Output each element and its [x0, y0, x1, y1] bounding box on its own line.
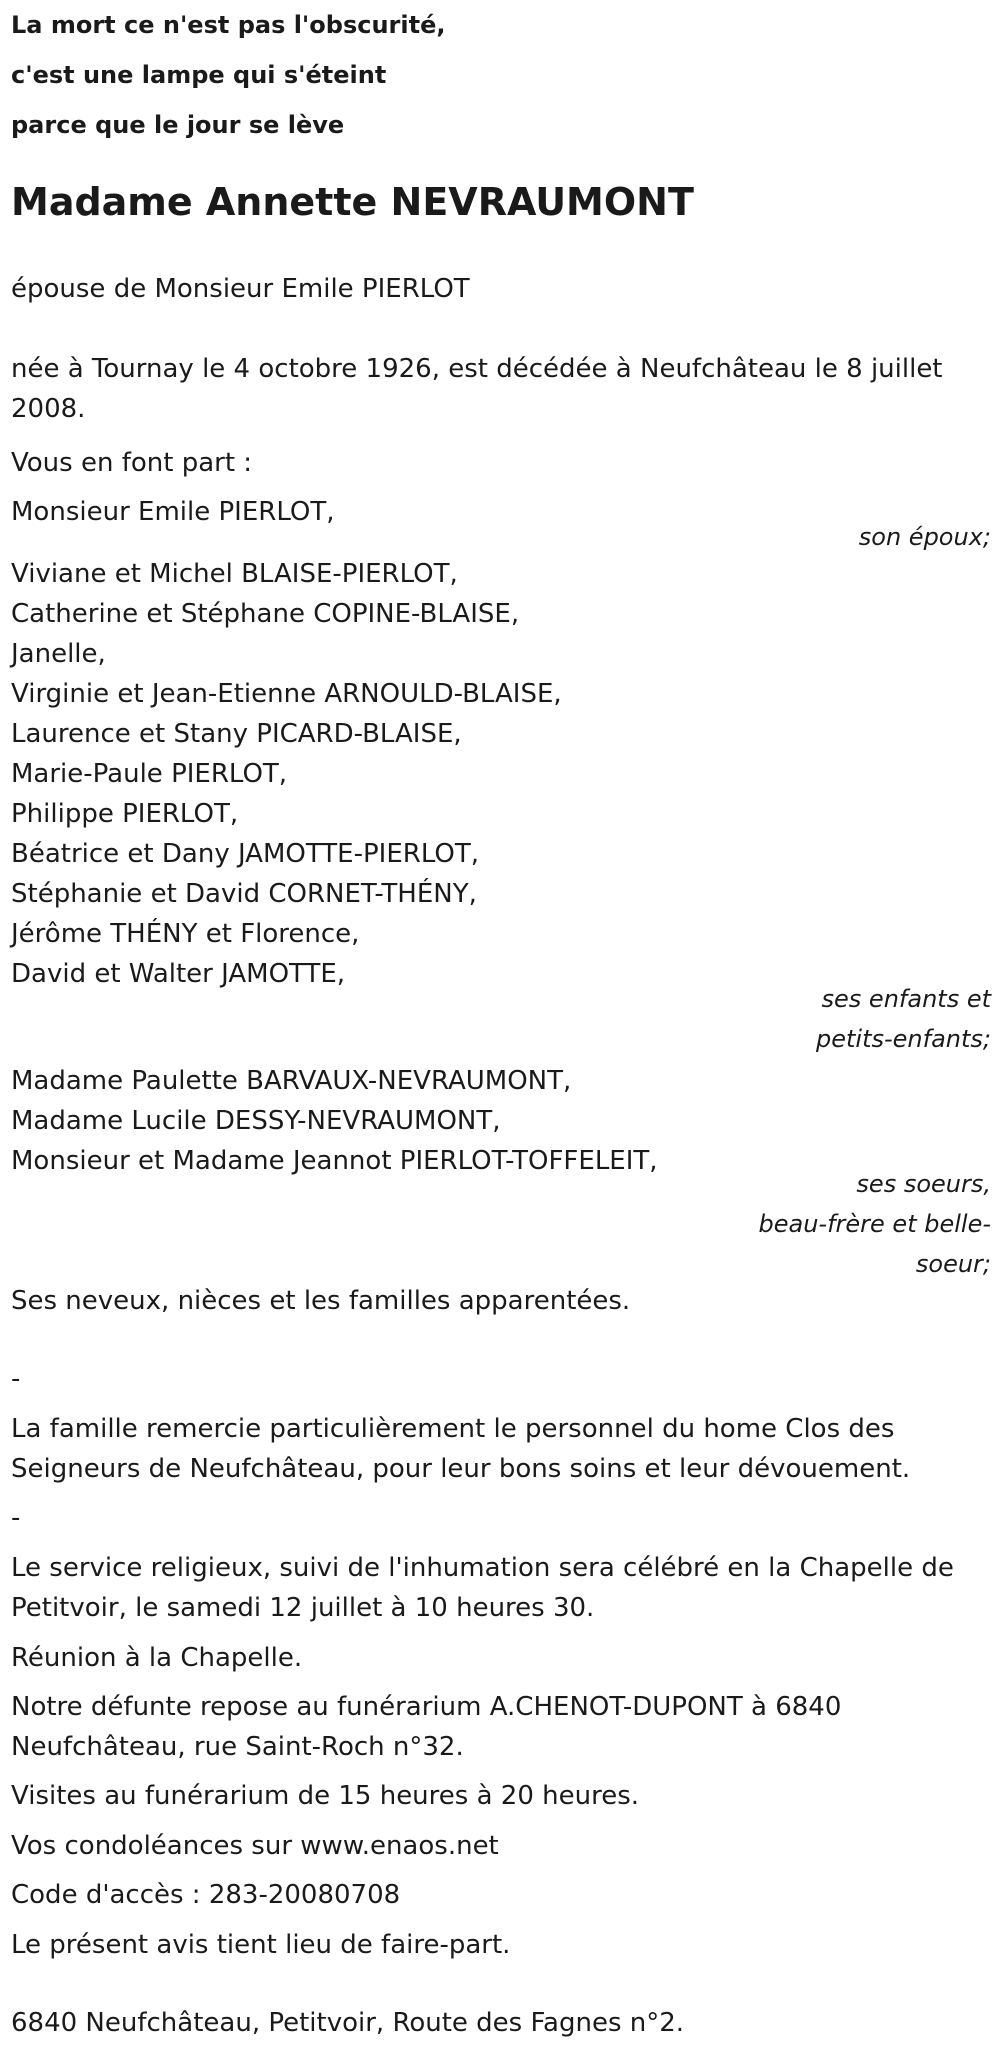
family-name: David et Walter JAMOTTE,	[11, 959, 346, 989]
funeral-home-line: Notre défunte repose au funérarium A.CHENOT-DUPONT à 6840	[11, 1692, 842, 1722]
relation-label: ses soeurs,	[856, 1170, 991, 1198]
siblings-group	[11, 1061, 991, 1181]
service-paragraph	[11, 1548, 991, 1628]
thanks-line: Seigneurs de Neufchâteau, pour leur bons soins et leur dévouement.	[11, 1454, 911, 1484]
family-name: Béatrice et Dany JAMOTTE-PIERLOT,	[11, 839, 479, 869]
deceased-name: Madame Annette NEVRAUMONT	[11, 180, 694, 224]
family-name: Virginie et Jean-Etienne ARNOULD-BLAISE,	[11, 679, 562, 709]
nephews-line: Ses neveux, nièces et les familles apparentées.	[11, 1286, 631, 1316]
family-name: Jérôme THÉNY et Florence,	[11, 919, 360, 949]
thanks-line: La famille remercie particulièrement le personnel du home Clos des	[11, 1414, 895, 1444]
access-code-line: Code d'accès : 283-20080708	[11, 1880, 401, 1910]
children-group	[11, 554, 991, 994]
poem-line: parce que le jour se lève	[11, 111, 345, 139]
family-name: Stéphanie et David CORNET-THÉNY,	[11, 879, 477, 909]
separator: -	[11, 1364, 21, 1394]
reunion-line: Réunion à la Chapelle.	[11, 1643, 303, 1673]
family-name: Madame Paulette BARVAUX-NEVRAUMONT,	[11, 1066, 572, 1096]
family-name: Marie-Paule PIERLOT,	[11, 759, 288, 789]
family-name: Catherine et Stéphane COPINE-BLAISE,	[11, 599, 520, 629]
announce-line: Vous en font part :	[11, 448, 253, 478]
family-name: Madame Lucile DESSY-NEVRAUMONT,	[11, 1106, 501, 1136]
visits-line: Visites au funérarium de 15 heures à 20 heures.	[11, 1781, 640, 1811]
spouse-line: épouse de Monsieur Emile PIERLOT	[11, 274, 470, 304]
thanks-paragraph	[11, 1409, 991, 1489]
condolences-line: Vos condoléances sur www.enaos.net	[11, 1831, 499, 1861]
family-name: Monsieur Emile PIERLOT,	[11, 497, 335, 527]
service-line: Le service religieux, suivi de l'inhumation sera célébré en la Chapelle de	[11, 1553, 954, 1583]
family-name: Viviane et Michel BLAISE-PIERLOT,	[11, 559, 458, 589]
poem	[11, 0, 991, 150]
poem-line: La mort ce n'est pas l'obscurité,	[11, 11, 446, 39]
service-line: Petitvoir, le samedi 12 juillet à 10 heures 30.	[11, 1593, 595, 1623]
birth-death-year: 2008.	[11, 394, 86, 424]
address-line: 6840 Neufchâteau, Petitvoir, Route des Fagnes n°2.	[11, 2008, 685, 2038]
separator: -	[11, 1503, 21, 1533]
relation-label: petits-enfants;	[816, 1025, 991, 1053]
funeral-home-paragraph	[11, 1687, 991, 1767]
family-name: Philippe PIERLOT,	[11, 799, 239, 829]
birth-death-line: née à Tournay le 4 octobre 1926, est décédée à Neufchâteau le 8 juillet	[11, 354, 943, 384]
relation-label: ses enfants et	[821, 985, 991, 1013]
poem-line: c'est une lampe qui s'éteint	[11, 61, 387, 89]
notice-line: Le présent avis tient lieu de faire-part.	[11, 1930, 511, 1960]
relation-label: soeur;	[915, 1250, 991, 1278]
family-name: Janelle,	[11, 639, 106, 669]
funeral-home-line: Neufchâteau, rue Saint-Roch n°32.	[11, 1732, 464, 1762]
relation-label: beau-frère et belle-	[758, 1210, 991, 1238]
relation-label: son époux;	[858, 523, 991, 551]
family-name: Laurence et Stany PICARD-BLAISE,	[11, 719, 462, 749]
family-name: Monsieur et Madame Jeannot PIERLOT-TOFFELEIT,	[11, 1146, 658, 1176]
